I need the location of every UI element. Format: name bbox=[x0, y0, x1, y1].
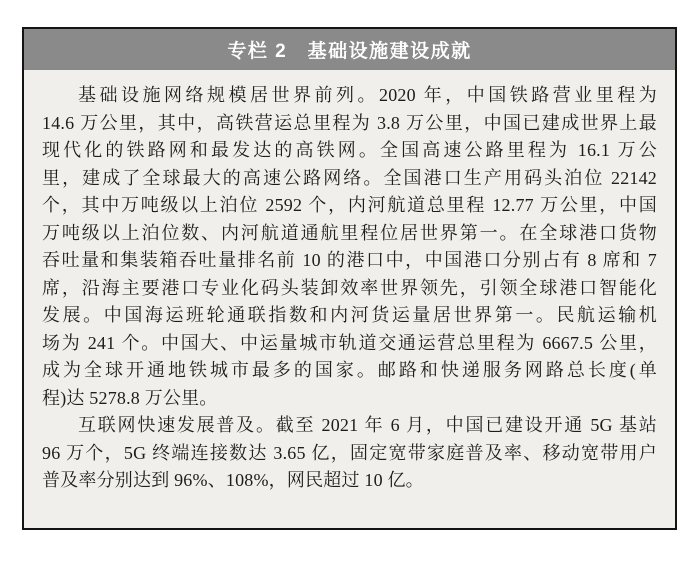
text-line: 程)达 5278.8 万公里。 bbox=[42, 387, 218, 408]
text-line: 发展。中国海运班轮通联指数和内河货运量居世界第一。民航运输机 bbox=[42, 305, 657, 325]
text-line: 万吨级以上泊位数、内河航道通航里程位居世界第一。在全球港口货物 bbox=[42, 222, 657, 243]
text-line: 里，建成了全球最大的高速公路网络。全国港口生产用码头泊位 22142 bbox=[42, 167, 657, 188]
text-line: 96 万个，5G 终端连接数达 3.65 亿，固定宽带家庭普及率、移动宽带用户 bbox=[42, 442, 657, 463]
infobox-panel bbox=[22, 27, 677, 530]
text-line: 现代化的铁路网和最发达的高铁网。全国高速公路里程为 16.1 万公 bbox=[42, 140, 657, 160]
panel-body bbox=[24, 70, 675, 495]
panel-header bbox=[24, 29, 675, 70]
text-line: 互联网快速发展普及。截至 2021 年 6 月，中国已建设开通 5G 基站 bbox=[78, 415, 657, 435]
text-line: 场为 241 个。中国大、中运量城市轨道交通运营总里程为 6667.5 公里， bbox=[42, 332, 657, 353]
text-line: 基础设施网络规模居世界前列。2020 年，中国铁路营业里程为 bbox=[78, 85, 657, 105]
text-line: 成为全球开通地铁城市最多的国家。邮路和快递服务网路总长度(单 bbox=[42, 360, 657, 380]
panel-title: 专栏 2 基础设施建设成就 bbox=[227, 41, 472, 62]
text-line: 席，沿海主要港口专业化码头装卸效率世界领先，引领全球港口智能化 bbox=[42, 277, 657, 298]
text-line: 吞吐量和集装箱吞吐量排名前 10 的港口中，中国港口分别占有 8 席和 7 bbox=[42, 250, 657, 270]
text-line: 个，其中万吨级以上泊位 2592 个，内河航道总里程 12.77 万公里，中国 bbox=[42, 195, 657, 215]
text-line: 14.6 万公里，其中，高铁营运总里程为 3.8 万公里，中国已建成世界上最 bbox=[42, 112, 657, 133]
text-line: 普及率分别达到 96%、108%，网民超过 10 亿。 bbox=[42, 470, 424, 490]
